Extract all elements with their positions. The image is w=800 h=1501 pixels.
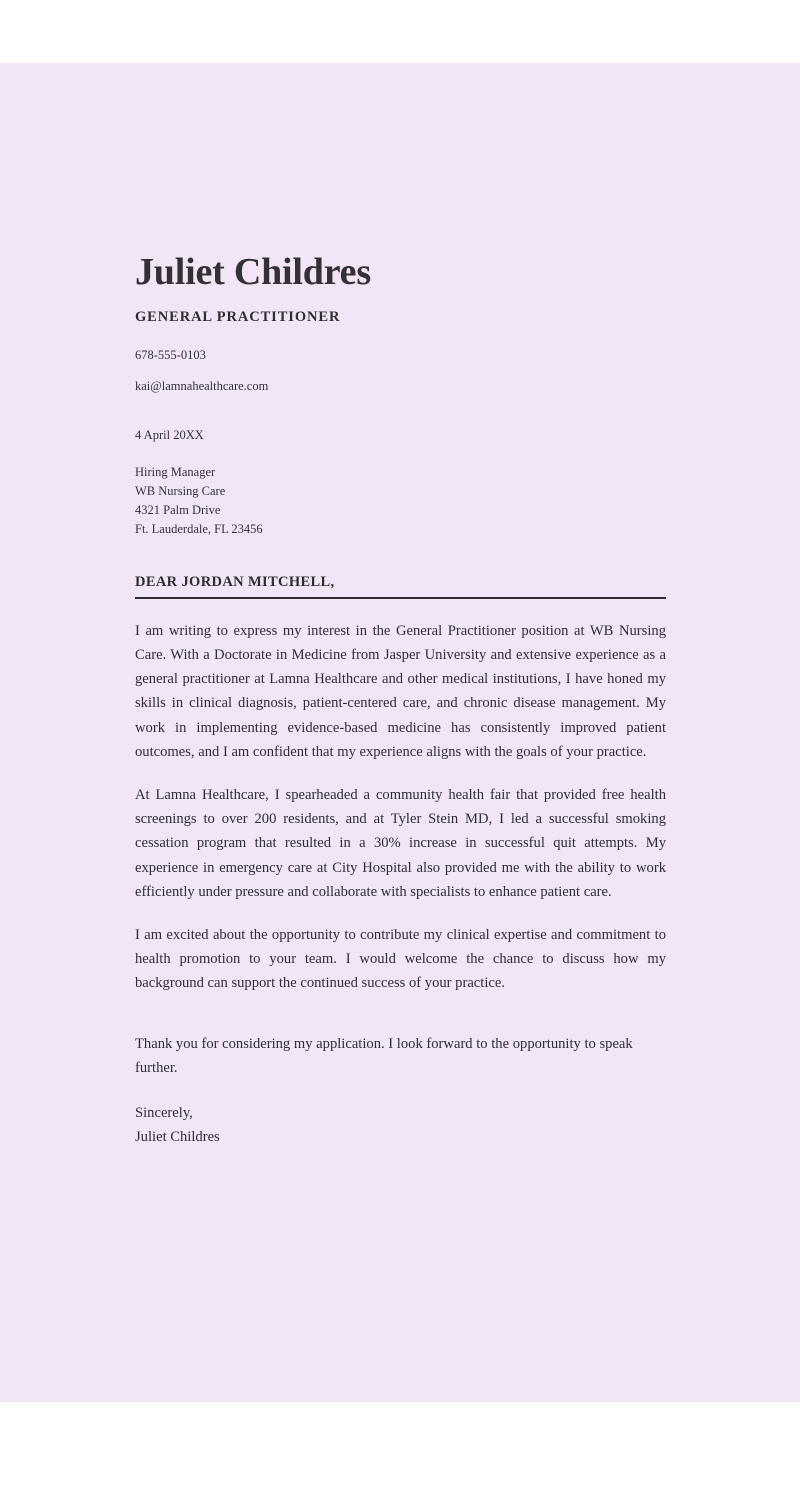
recipient-attention: Hiring Manager: [135, 464, 216, 479]
salutation: DEAR JORDAN MITCHELL,: [135, 573, 335, 590]
body-paragraph-2: At Lamna Healthcare, I spearheaded a community health fair that provided free health screenings to over 200 residents, and at Tyler Stein MD, I led a successful smoking cessation program that resulted in a 30% increase in successful quit attempts. My experience in emergency care at City Hospital also provided me with the ability to work efficiently under pressure and collaborate with specialists to enhance patient care.: [135, 786, 666, 900]
recipient-city-state-zip: Ft. Lauderdale, FL 23456: [135, 521, 263, 536]
recipient-street: 4321 Palm Drive: [135, 502, 221, 517]
page-title: Juliet Childres: [135, 251, 371, 293]
signature-name: Juliet Childres: [135, 1128, 220, 1145]
contact-email: kai@lamnahealthcare.com: [135, 378, 269, 393]
valediction: Sincerely,: [135, 1105, 193, 1122]
body-paragraph-4: Thank you for considering my application. I look forward to the opportunity to speak further.: [135, 1035, 633, 1076]
recipient-company: WB Nursing Care: [135, 483, 226, 498]
letter-content: [135, 253, 666, 1149]
letter-page: [0, 63, 800, 1402]
closing-block: [135, 1102, 666, 1149]
salutation-divider: [135, 597, 666, 599]
job-title: GENERAL PRACTITIONER: [135, 308, 341, 325]
recipient-address-block: [135, 463, 666, 539]
body-paragraph-3: I am excited about the opportunity to contribute my clinical expertise and commitment to health promotion to your team. I would welcome the chance to discuss how my background can support the continued success of your practice.: [135, 927, 666, 992]
contact-phone: 678-555-0103: [135, 347, 206, 362]
body-paragraph-1: I am writing to express my interest in the General Practitioner position at WB Nursing Care. With a Doctorate in Medicine from Jasper University and extensive experience as a general practitioner at Lamna Healthcare and other medical institutions, I have honed my skills in clinical diagnosis, patient-centered care, and chronic disease management. My work in implementing evidence-based medicine has consistently improved patient outcomes, and I am confident that my experience aligns with the goals of your practice.: [135, 622, 666, 760]
letter-date: 4 April 20XX: [135, 427, 204, 442]
